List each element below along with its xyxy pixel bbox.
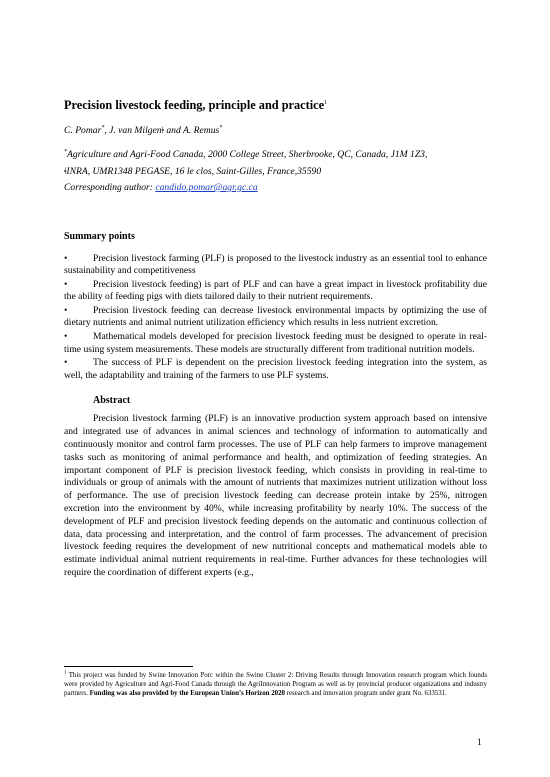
author-mark: * <box>101 124 105 131</box>
page-number: 1 <box>477 737 482 748</box>
author-name: C. Pomar <box>64 125 102 136</box>
footnote-text: This project was funded by Swine Innovation Porc within the Swine Cluster 2: Driving Results through Innovation research program which founds were provided by Agriculture and Agri-Food Canada through the AgriInnovation Program as well as by provincial producer organizations and industry partners. <box>64 672 487 697</box>
summary-point-text: Precision livestock feeding) is part of PLF and can have a great impact in livestock profitability due the ability of feeding pigs with diets tailored daily to their nutrient requirements. <box>64 278 487 303</box>
summary-point <box>64 279 487 305</box>
bullet-icon: • <box>64 356 68 368</box>
corresponding-author <box>64 180 487 197</box>
footnote-bold-text: Funding was also provided by the European Union’s Horizon 2020 <box>89 690 285 697</box>
affiliation-2 <box>64 164 487 181</box>
summary-points-list <box>64 253 487 383</box>
affiliation-text: INRA, UMR1348 PEGASE, 16 le clos, Saint-Gilles, France,35590 <box>66 165 322 177</box>
bullet-icon: • <box>64 304 68 316</box>
author-mark: ǂ <box>161 125 164 136</box>
summary-point <box>64 357 487 383</box>
author-list <box>64 125 487 137</box>
footnote-divider <box>64 666 193 667</box>
footnote <box>64 671 487 698</box>
summary-point <box>64 253 487 279</box>
affiliation-1 <box>64 147 487 164</box>
title-footnote-mark: 1 <box>324 99 328 106</box>
affiliation-mark: * <box>64 148 67 155</box>
affiliation-text: Agriculture and Agri-Food Canada, 2000 College Street, Sherbrooke, QC, Canada, J1M 1Z3, <box>67 149 428 160</box>
abstract-paragraph: Precision livestock farming (PLF) is an innovative production system approach based on intensive and integrated use of advances in animal sciences and technology of information to automatically and continuously monitor and control farm processes. The use of PLF can help farmers to improve management tasks such as monitoring of animal performance and health, and optimization of feeding strategies. An important component of PLF is precision livestock feeding, which consists in providing in real-time to individuals or group of animals with the amount of nutrients that maximizes nutrient utilization without loss of performance. The use of precision livestock feeding can decrease protein intake by 25%, nitrogen excretion into the environment by 40%, while increasing profitability by nearly 10%. The success of the development of PLF and precision livestock feeding depends on the automatic and continuous collection of data, data processing and interpretation, and the control of farm processes. The advancement of precision livestock feeding requires the development of new nutritional concepts and mathematical models able to estimate individual animal nutrient requirements in real-time. Further advances for these technologies will require the coordination of different experts (e.g., <box>64 413 487 579</box>
summary-point-text: Precision livestock farming (PLF) is proposed to the livestock industry as an essential tool to enhance sustainability and competitiveness <box>64 252 487 277</box>
corresponding-label: Corresponding author: <box>64 182 156 193</box>
summary-point-text: Precision livestock feeding can decrease livestock environmental impacts by optimizing the use of dietary nutrients and animal nutrient utilization efficiency which results in less nutrient excretion. <box>64 304 487 329</box>
email-link[interactable]: candido.pomar@agr.gc.ca <box>155 182 258 193</box>
summary-heading: Summary points <box>64 230 135 242</box>
bullet-icon: • <box>64 252 68 264</box>
bullet-icon: • <box>64 278 68 290</box>
abstract-heading: Abstract <box>93 395 131 407</box>
bullet-icon: • <box>64 330 68 342</box>
author-separator: , <box>104 125 110 136</box>
summary-point-text: The success of PLF is dependent on the precision livestock feeding integration into the system, as well, the adaptability and training of the farmers to use PLF systems. <box>64 356 487 381</box>
author-separator: and <box>163 125 183 136</box>
paper-title <box>64 98 487 113</box>
title-text: Precision livestock feeding, principle and practice <box>64 98 325 112</box>
footnote-mark: 1 <box>64 670 67 676</box>
footnote-tail-text: research and innovation program under grant No. 633531. <box>284 690 447 697</box>
summary-point <box>64 331 487 357</box>
author-name: A. Remus <box>183 125 220 136</box>
summary-point <box>64 305 487 331</box>
author-name: J. van Milgen <box>109 125 162 136</box>
summary-point-text: Mathematical models developed for precision livestock feeding must be designed to operate in real-time using system measurements. These models are structurally different from traditional nutrition models. <box>64 330 487 355</box>
page-content <box>64 98 487 589</box>
author-mark: * <box>219 124 223 131</box>
affiliation-mark: ǂ <box>64 165 67 177</box>
